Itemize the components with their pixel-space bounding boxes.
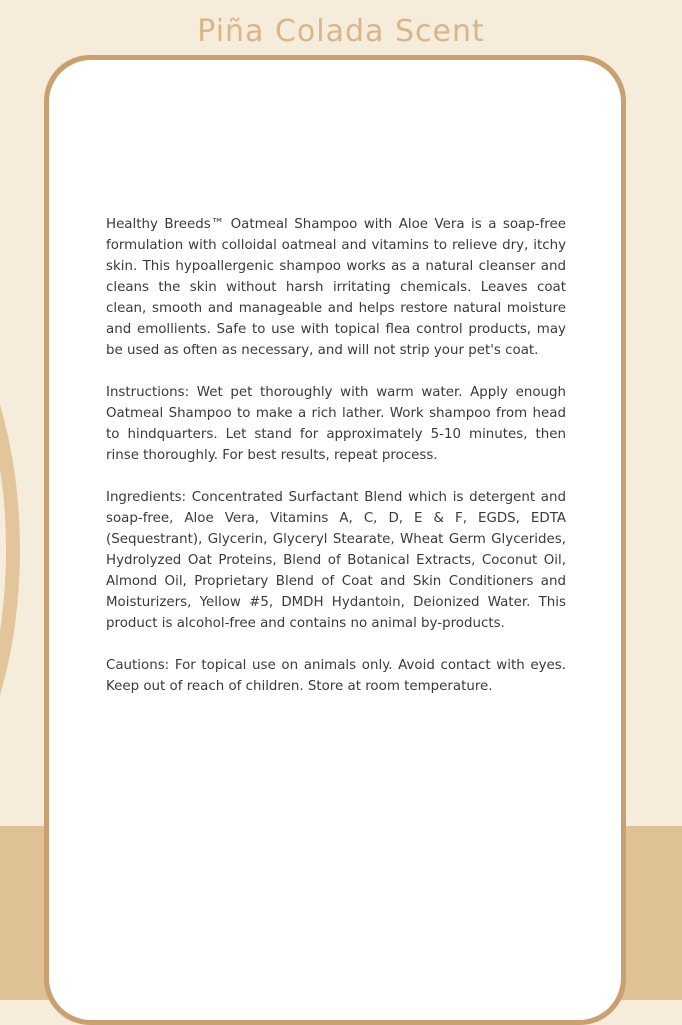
instructions-paragraph: Instructions: Wet pet thoroughly with warm water. Apply enough Oatmeal Shampoo to make a rich lather. Work shampoo from head to hindquarters. Let stand for approximately 5-10 minutes, then rinse thoroughly. For best results, repeat process. [106, 385, 566, 463]
page-title: Piña Colada Scent [197, 14, 485, 49]
decorative-arc [0, 250, 20, 850]
label-text [106, 214, 566, 718]
cautions-paragraph: Cautions: For topical use on animals only. Avoid contact with eyes. Keep out of reach of children. Store at room temperature. [106, 658, 566, 694]
description-paragraph: Healthy Breeds™ Oatmeal Shampoo with Aloe Vera is a soap-free formulation with colloidal oatmeal and vitamins to relieve dry, itchy skin. This hypoallergenic shampoo works as a natural cleanser and cleans the skin without harsh irritating chemicals. Leaves coat clean, smooth and manageable and helps restore natural moisture and emollients. Safe to use with topical flea control products, may be used as often as necessary, and will not strip your pet's coat. [106, 217, 566, 358]
ingredients-paragraph: Ingredients: Concentrated Surfactant Blend which is detergent and soap-free, Aloe Vera, Vitamins A, C, D, E & F, EGDS, EDTA (Sequestrant), Glycerin, Glyceryl Stearate, Wheat Germ Glycerides, Hydrolyzed Oat Proteins, Blend of Botanical Extracts, Coconut Oil, Almond Oil, Proprietary Blend of Coat and Skin Conditioners and Moisturizers, Yellow #5, DMDH Hydantoin, Deionized Water. This product is alcohol-free and contains no animal by-products. [106, 490, 566, 631]
